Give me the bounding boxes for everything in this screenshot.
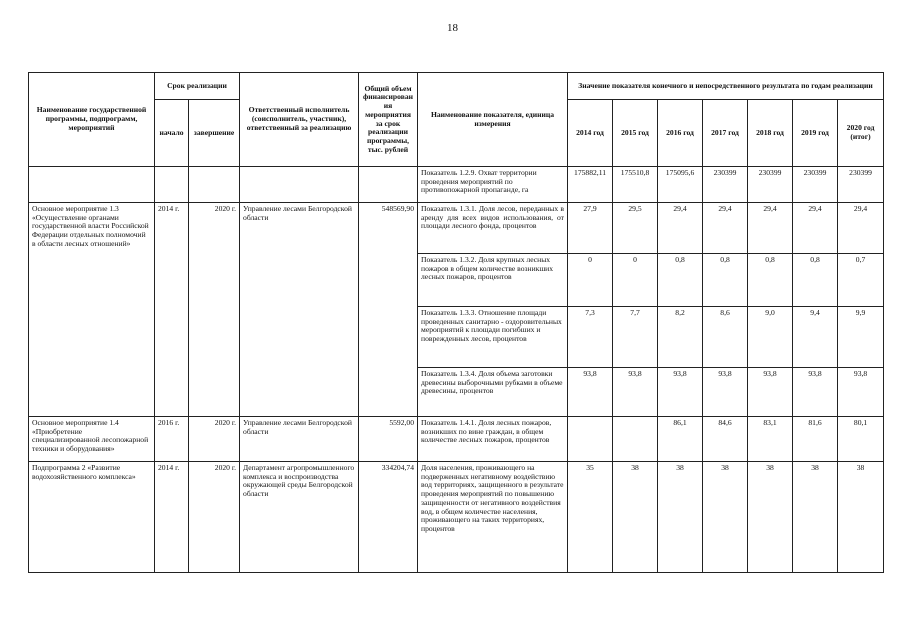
cell-value: 0,8 [658, 254, 703, 307]
cell-start [155, 167, 189, 203]
cell-value: 93,8 [613, 368, 658, 417]
cell-indicator: Показатель 1.3.2. Доля крупных лесных пожаров в общем количестве возникших лесных пожаров, процентов [418, 254, 568, 307]
cell-value: 38 [703, 462, 748, 573]
cell-value: 7,7 [613, 307, 658, 368]
cell-funding: 548569,90 [359, 203, 418, 417]
cell-value: 29,4 [748, 203, 793, 254]
cell-value: 35 [568, 462, 613, 573]
cell-value: 38 [613, 462, 658, 573]
header-year: 2015 год [613, 100, 658, 167]
cell-value: 0 [568, 254, 613, 307]
cell-value: 29,4 [658, 203, 703, 254]
cell-value: 27,9 [568, 203, 613, 254]
cell-value: 83,1 [748, 417, 793, 462]
header-funding: Общий объем финансирования мероприятия за срок реализации программы, тыс. рублей [359, 73, 418, 167]
cell-value: 38 [838, 462, 884, 573]
cell-end: 2020 г. [189, 203, 240, 417]
cell-value: 81,6 [793, 417, 838, 462]
cell-end: 2020 г. [189, 417, 240, 462]
table-row [29, 462, 884, 573]
table-row [29, 417, 884, 462]
cell-value: 38 [748, 462, 793, 573]
cell-value: 9,0 [748, 307, 793, 368]
cell-value: 93,8 [658, 368, 703, 417]
cell-indicator: Показатель 1.2.9. Охват территории проведения мероприятий по противопожарной пропаганде, га [418, 167, 568, 203]
cell-value: 230399 [793, 167, 838, 203]
cell-indicator: Показатель 1.3.1. Доля лесов, переданных в аренду для всех видов использования, от площади лесного фонда, процентов [418, 203, 568, 254]
cell-start: 2014 г. [155, 462, 189, 573]
cell-funding [359, 167, 418, 203]
cell-funding: 5592,00 [359, 417, 418, 462]
cell-value: 8,2 [658, 307, 703, 368]
header-start: начало [155, 100, 189, 167]
cell-value: 0,7 [838, 254, 884, 307]
cell-end: 2020 г. [189, 462, 240, 573]
cell-indicator: Показатель 1.3.3. Отношение площади проведенных санитарно - оздоровительных мероприятий к площади погибших и поврежденных лесов, процентов [418, 307, 568, 368]
cell-value: 0,8 [703, 254, 748, 307]
cell-value: 29,5 [613, 203, 658, 254]
cell-value: 29,4 [838, 203, 884, 254]
cell-value: 175882,11 [568, 167, 613, 203]
cell-value: 38 [658, 462, 703, 573]
header-period: Срок реализации [155, 73, 240, 100]
cell-value: 7,3 [568, 307, 613, 368]
header-year: 2020 год (итог) [838, 100, 884, 167]
cell-value [613, 417, 658, 462]
cell-value: 0,8 [793, 254, 838, 307]
cell-value: 93,8 [748, 368, 793, 417]
cell-start: 2016 г. [155, 417, 189, 462]
cell-executor: Управление лесами Белгородской области [240, 203, 359, 417]
cell-value: 0,8 [748, 254, 793, 307]
header-year: 2017 год [703, 100, 748, 167]
cell-program: Основное мероприятие 1.3 «Осуществление органами государственной власти Российской Федерации отдельных полномочий в области лесных отношений» [29, 203, 155, 417]
cell-value [568, 417, 613, 462]
cell-indicator: Показатель 1.3.4. Доля объема заготовки древесины выборочными рубками в объеме древесины, процентов [418, 368, 568, 417]
cell-program: Подпрограмма 2 «Развитие водохозяйственного комплекса» [29, 462, 155, 573]
header-end: завершение [189, 100, 240, 167]
report-table [28, 72, 884, 573]
cell-value: 230399 [703, 167, 748, 203]
cell-start: 2014 г. [155, 203, 189, 417]
cell-indicator: Доля населения, проживающего на подверженных негативному воздействию вод территориях, защищенного в результате проведения мероприятий по повышению защищенности от негативного воздействия вод, в общем количестве населения, проживающего на таких территориях, процентов [418, 462, 568, 573]
cell-value: 230399 [838, 167, 884, 203]
table-row [29, 203, 884, 254]
cell-funding: 334204,74 [359, 462, 418, 573]
page-number: 18 [447, 22, 458, 34]
header-year: 2019 год [793, 100, 838, 167]
cell-value: 29,4 [793, 203, 838, 254]
cell-value: 80,1 [838, 417, 884, 462]
header-values-group: Значение показателя конечного и непосредственного результата по годам реализации [568, 73, 884, 100]
header-indicator: Наименование показателя, единица измерения [418, 73, 568, 167]
cell-value: 8,6 [703, 307, 748, 368]
cell-value: 29,4 [703, 203, 748, 254]
cell-value: 84,6 [703, 417, 748, 462]
header-executor: Ответственный исполнитель (соисполнитель, участник), ответственный за реализацию [240, 73, 359, 167]
cell-indicator: Показатель 1.4.1. Доля лесных пожаров, возникших по вине граждан, в общем количестве лесных пожаров, процентов [418, 417, 568, 462]
cell-value: 38 [793, 462, 838, 573]
header-year: 2018 год [748, 100, 793, 167]
header-year: 2016 год [658, 100, 703, 167]
cell-executor: Департамент агропромышленного комплекса и воспроизводства окружающей среды Белгородской области [240, 462, 359, 573]
cell-value: 93,8 [838, 368, 884, 417]
cell-program: Основное мероприятие 1.4 «Приобретение специализированной лесопожарной техники и оборудования» [29, 417, 155, 462]
cell-end [189, 167, 240, 203]
header-program-name: Наименование государственной программы, подпрограмм, мероприятий [29, 73, 155, 167]
table-row [29, 167, 884, 203]
cell-value: 9,9 [838, 307, 884, 368]
cell-value: 93,8 [568, 368, 613, 417]
cell-value: 93,8 [703, 368, 748, 417]
header-year: 2014 год [568, 100, 613, 167]
cell-value: 230399 [748, 167, 793, 203]
cell-value: 0 [613, 254, 658, 307]
cell-value: 9,4 [793, 307, 838, 368]
cell-value: 93,8 [793, 368, 838, 417]
cell-value: 86,1 [658, 417, 703, 462]
cell-value: 175095,6 [658, 167, 703, 203]
header-row-1 [29, 73, 884, 100]
cell-program [29, 167, 155, 203]
cell-executor [240, 167, 359, 203]
cell-value: 175510,8 [613, 167, 658, 203]
cell-executor: Управление лесами Белгородской области [240, 417, 359, 462]
